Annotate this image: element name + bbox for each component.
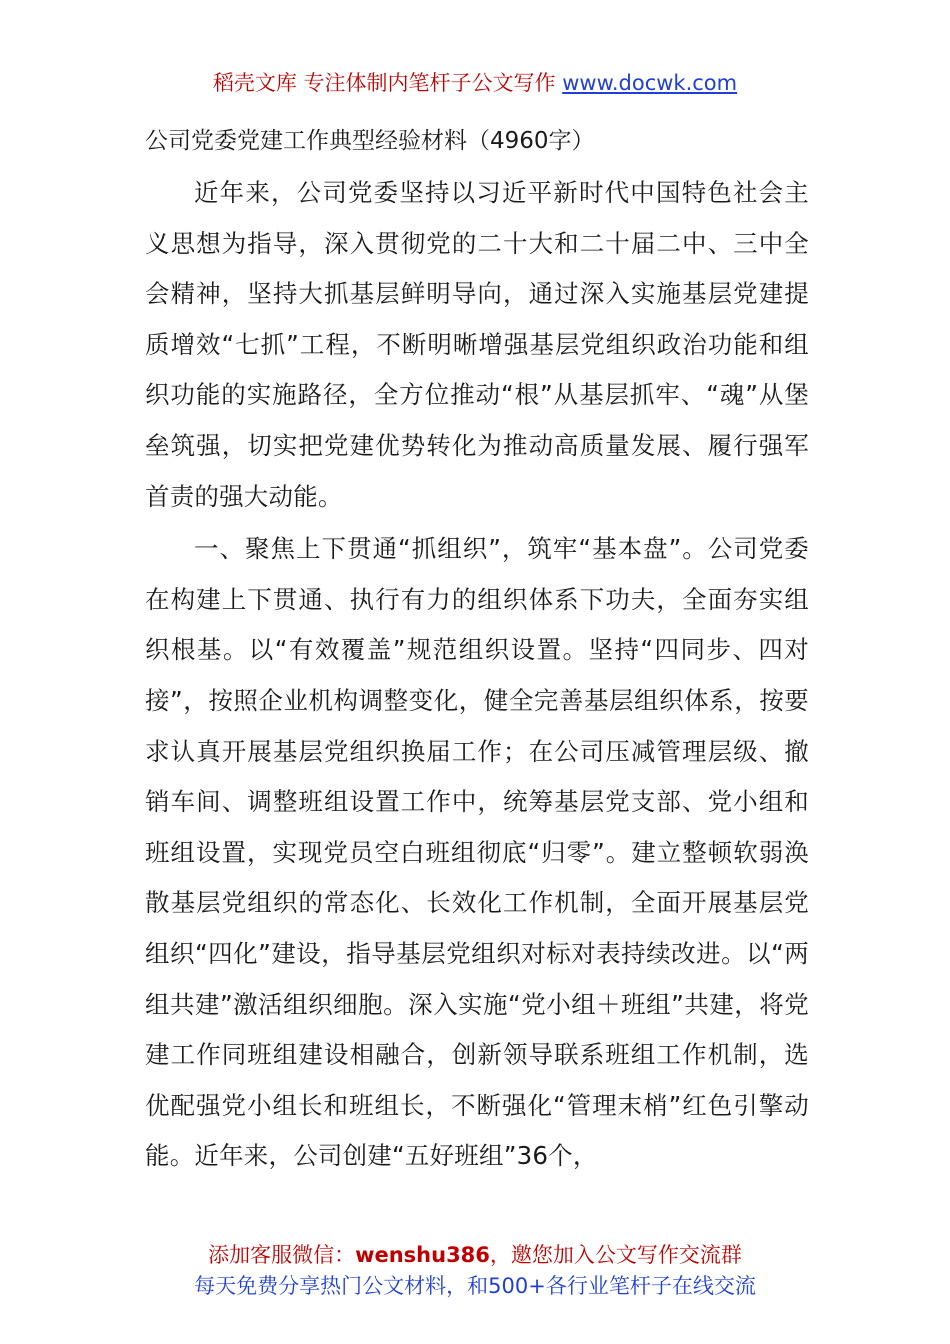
paragraph-intro: 近年来，公司党委坚持以习近平新时代中国特色社会主义思想为指导，深入贯彻党的二十大和二十届二中、三中全会精神，坚持大抓基层鲜明导向，通过深入实施基层党建提质增效“七抓”工程，不断明晰增强基层党组织政治功能和组织功能的实施路径，全方位推动“根”从基层抓牢、“魂”从堡垒筑强，切实把党建优势转化为推动高质量发展、履行强军首责的强大动能。 [145, 178, 809, 511]
wechat-id: wenshu386 [355, 1243, 490, 1267]
document-body [145, 168, 809, 1184]
page-footer [0, 1240, 950, 1302]
brand-text: 稻壳文库 专注体制内笔杆子公文写作 [212, 71, 556, 95]
document-title: 公司党委党建工作典型经验材料（4960字） [145, 128, 595, 154]
paragraph-section-one: 一、聚焦上下贯通“抓组织”，筑牢“基本盘”。公司党委在构建上下贯通、执行有力的组织体系下功夫，全面夯实组织根基。以“有效覆盖”规范组织设置。坚持“四同步、四对接”，按照企业机构调整变化，健全完善基层组织体系，按要求认真开展基层党组织换届工作；在公司压减管理层级、撤销车间、调整班组设置工作中，统筹基层党支部、党小组和班组设置，实现党员空白班组彻底“归零”。建立整顿软弱涣散基层党组织的常态化、长效化工作机制，全面开展基层党组织“四化”建设，指导基层党组织对标对表持续改进。以“两组共建”激活组织细胞。深入实施“党小组＋班组”共建，将党建工作同班组建设相融合，创新领导联系班组工作机制，选优配强党小组长和班组长，不断强化“管理末梢”红色引擎动能。近年来，公司创建“五好班组”36个， [145, 534, 809, 1171]
footer-wechat-line [0, 1240, 950, 1271]
footer-prefix: 添加客服微信： [208, 1243, 356, 1267]
footer-suffix: ，邀您加入公文写作交流群 [489, 1243, 742, 1267]
footer-promo-line: 每天免费分享热门公文材料，和500+各行业笔杆子在线交流 [194, 1274, 756, 1298]
site-link[interactable]: www.docwk.com [562, 71, 738, 95]
page-header [0, 68, 950, 98]
